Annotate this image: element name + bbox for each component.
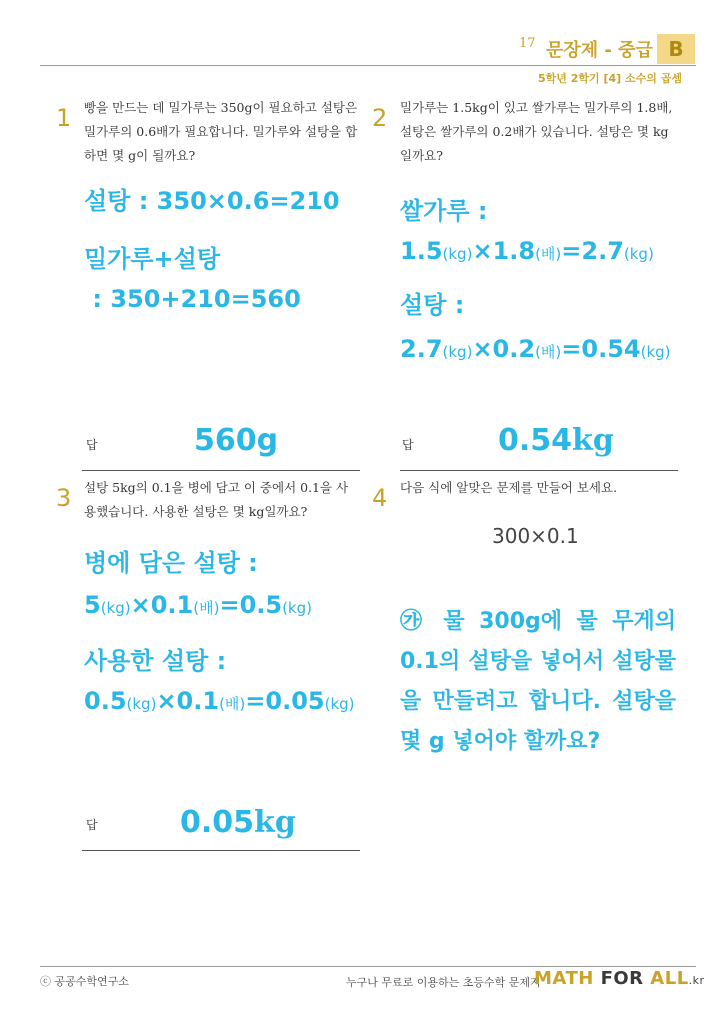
q3-l4-unit-2: (배) bbox=[219, 695, 246, 713]
page-number: 17 bbox=[519, 36, 536, 51]
q3-solution-line-4 bbox=[84, 686, 355, 719]
q2-l2-b: ×1.8 bbox=[472, 237, 536, 265]
worksheet-title: 문장제 - 중급 bbox=[546, 40, 653, 61]
q2-l4-a: 2.7 bbox=[400, 335, 443, 363]
q2-l2-unit-3: (kg) bbox=[623, 245, 654, 263]
q1-solution-line-2: 밀가루+설탕 bbox=[84, 245, 221, 273]
question-text-2: 밀가루는 1.5kg이 있고 쌀가루는 밀가루의 1.8배, 설탕은 쌀가루의 0.2배가 있습니다. 설탕은 몇 kg일까요? bbox=[400, 100, 673, 163]
q2-l2-unit-2: (배) bbox=[535, 245, 562, 263]
q2-l4-c: =0.54 bbox=[561, 335, 641, 363]
math-for-all-logo bbox=[534, 968, 705, 989]
q3-answer-unit: kg bbox=[254, 805, 296, 840]
q3-l2-c: =0.5 bbox=[219, 591, 283, 619]
q3-l2-unit-3: (kg) bbox=[282, 599, 312, 617]
q2-l4-b: ×0.2 bbox=[472, 335, 536, 363]
q2-divider bbox=[400, 470, 678, 471]
q2-answer bbox=[498, 424, 614, 458]
q2-l4-unit-2: (배) bbox=[535, 343, 562, 361]
q2-solution-line-1: 쌀가루 : bbox=[400, 197, 488, 225]
q2-answer-number: 0.54 bbox=[498, 423, 573, 458]
q1-answer-label: 답 bbox=[86, 438, 98, 452]
question-number-2: 2 bbox=[372, 104, 388, 132]
q1-answer: 560g bbox=[194, 423, 279, 458]
q1-solution-line-3: : 350+210=560 bbox=[84, 285, 301, 313]
q3-divider bbox=[82, 850, 360, 851]
question-number-1: 1 bbox=[56, 104, 72, 132]
header-divider bbox=[40, 65, 696, 66]
q2-solution-line-4 bbox=[400, 334, 671, 367]
q3-l4-unit-3: (kg) bbox=[324, 695, 355, 713]
q4-expression: 300×0.1 bbox=[492, 524, 579, 548]
q2-answer-label: 답 bbox=[402, 438, 414, 452]
q3-answer-label: 답 bbox=[86, 818, 98, 832]
level-badge: B bbox=[657, 34, 695, 64]
logo-math: MATH bbox=[534, 968, 601, 989]
q3-answer bbox=[180, 806, 296, 840]
logo-all: ALL bbox=[650, 968, 689, 989]
q2-l4-unit-3: (kg) bbox=[640, 343, 671, 361]
q3-l2-unit-2: (배) bbox=[193, 599, 220, 617]
q3-solution-line-3: 사용한 설탕 : bbox=[84, 647, 227, 675]
q3-l4-b: ×0.1 bbox=[156, 687, 220, 715]
q2-solution-line-2 bbox=[400, 236, 654, 269]
q2-l2-a: 1.5 bbox=[400, 237, 443, 265]
q2-answer-unit: kg bbox=[572, 423, 614, 458]
tagline: 누구나 무료로 이용하는 초등수학 문제지 bbox=[346, 976, 541, 989]
logo-for: FOR bbox=[600, 968, 651, 989]
q1-divider bbox=[82, 470, 360, 471]
q2-solution-line-3: 설탕 : bbox=[400, 291, 465, 319]
unit-label: 5학년 2학기 [4] 소수의 곱셈 bbox=[538, 72, 682, 85]
q3-l4-unit-1: (kg) bbox=[126, 695, 157, 713]
q2-l2-c: =2.7 bbox=[561, 237, 624, 265]
q3-l2-a: 5 bbox=[84, 591, 101, 619]
q3-answer-number: 0.05 bbox=[180, 805, 255, 840]
footer-divider bbox=[40, 966, 696, 967]
question-text-3: 설탕 5kg의 0.1을 병에 담고 이 중에서 0.1을 사용했습니다. 사용한 설탕은 몇 kg일까요? bbox=[84, 480, 349, 519]
q3-solution-line-2 bbox=[84, 590, 312, 623]
q1-solution-line-1: 설탕 : 350×0.6=210 bbox=[84, 187, 340, 215]
logo-kr: .kr bbox=[688, 974, 705, 987]
copyright: ⓒ 공공수학연구소 bbox=[40, 975, 129, 988]
q3-l2-b: ×0.1 bbox=[130, 591, 194, 619]
q3-solution-line-1: 병에 담은 설탕 : bbox=[84, 549, 258, 577]
question-text-4: 다음 식에 알맞은 문제를 만들어 보세요. bbox=[400, 480, 618, 495]
question-number-3: 3 bbox=[56, 484, 72, 512]
question-number-4: 4 bbox=[372, 484, 388, 512]
q2-l4-unit-1: (kg) bbox=[442, 343, 473, 361]
q4-example-answer: ㉮ 물 300g에 물 무게의 0.1의 설탕을 넣어서 설탕물을 만들려고 합니다. 설탕을 몇 g 넣어야 할까요? bbox=[400, 609, 676, 754]
q3-l4-a: 0.5 bbox=[84, 687, 127, 715]
q3-l2-unit-1: (kg) bbox=[100, 599, 131, 617]
q3-l4-c: =0.05 bbox=[245, 687, 325, 715]
q2-l2-unit-1: (kg) bbox=[442, 245, 473, 263]
question-text-1: 빵을 만드는 데 밀가루는 350g이 필요하고 설탕은 밀가루의 0.6배가 필요합니다. 밀가루와 설탕을 합하면 몇 g이 될까요? bbox=[84, 100, 358, 163]
